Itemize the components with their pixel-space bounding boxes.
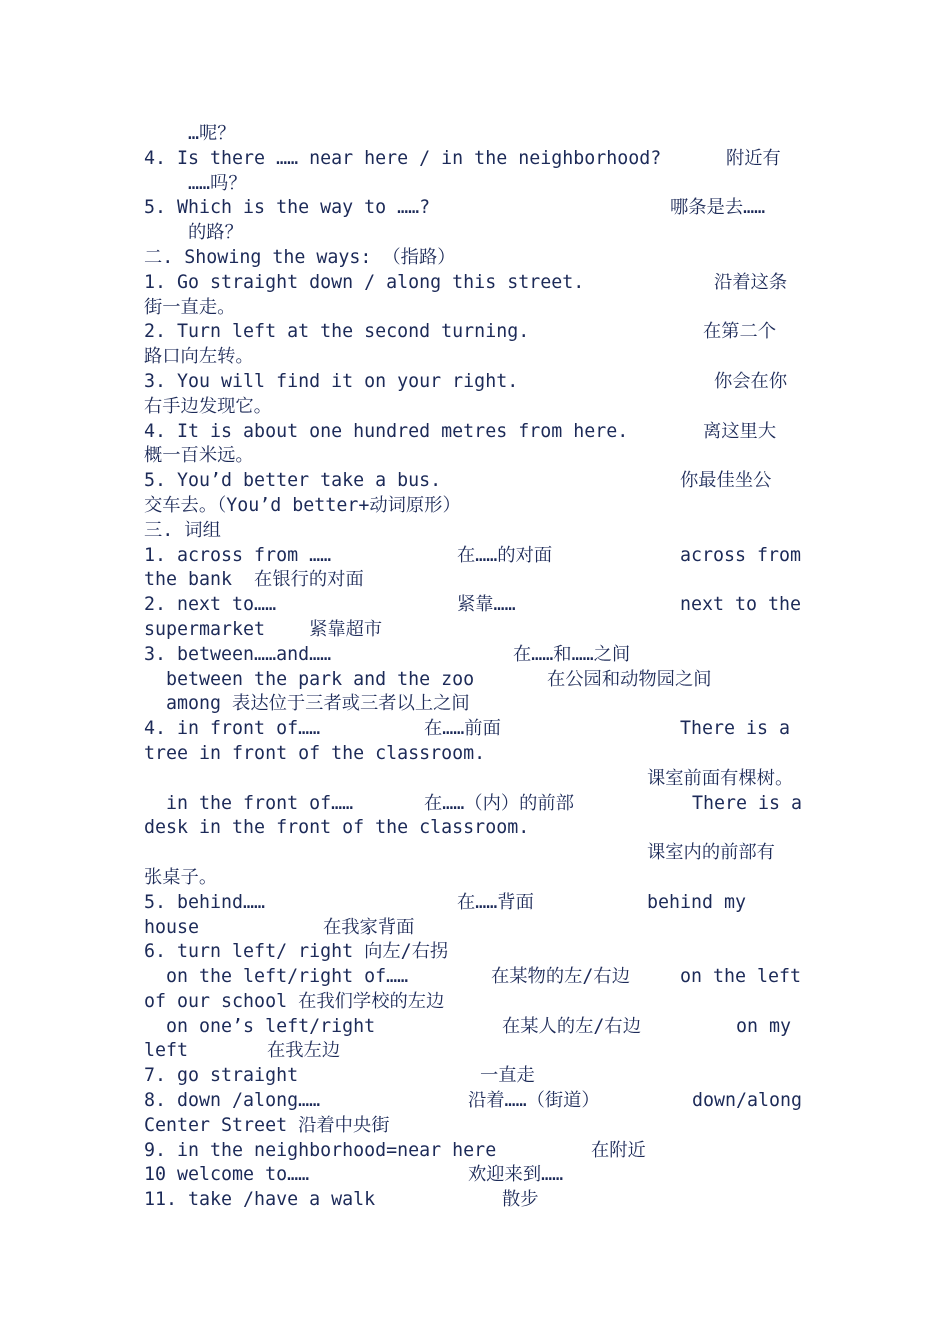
text-segment: on the left	[680, 966, 802, 988]
text-segment: 5. You’d better take a bus.	[144, 470, 442, 492]
text-segment: 附近有	[726, 147, 781, 169]
text-segment: 欢迎来到……	[468, 1164, 564, 1186]
text-segment: 在我家背面	[323, 916, 415, 938]
text-segment: 1. across from ……	[144, 544, 332, 566]
text-segment: down/along	[692, 1090, 803, 1112]
text-segment: 沿着……（街道）	[468, 1090, 600, 1112]
text-segment: 张桌子。	[144, 866, 218, 888]
text-segment: There is a	[680, 718, 791, 740]
text-segment: 2. next to……	[144, 594, 277, 616]
text-segment: 离这里大	[703, 420, 777, 442]
text-line	[144, 816, 816, 841]
text-line	[144, 668, 816, 693]
text-line	[144, 891, 816, 916]
text-segment: on my	[736, 1015, 792, 1037]
text-line	[144, 643, 816, 668]
text-segment: 在附近	[591, 1139, 646, 1161]
text-line	[144, 742, 816, 767]
text-segment: house	[144, 916, 200, 938]
text-segment: 2. Turn left at the second turning.	[144, 321, 530, 343]
text-segment: in the front of……	[144, 792, 354, 814]
text-line	[144, 717, 816, 742]
text-segment: 6. turn left/ right 向左/右拐	[144, 941, 449, 963]
text-line	[144, 1015, 816, 1040]
document-body	[144, 122, 816, 1213]
text-segment: 哪条是去……	[670, 197, 766, 219]
text-segment: behind my	[647, 891, 747, 913]
text-line	[144, 692, 816, 717]
text-segment: 4. Is there …… near here / in the neighborhood?	[144, 147, 662, 169]
text-line	[144, 916, 816, 941]
text-line	[144, 172, 816, 197]
text-line	[144, 1163, 816, 1188]
text-segment: between the park and the zoo	[144, 668, 475, 690]
text-segment: among 表达位于三者或三者以上之间	[144, 693, 470, 715]
text-line	[144, 593, 816, 618]
text-segment: 在第二个	[703, 321, 777, 343]
text-segment: 二. Showing the ways: （指路）	[144, 246, 456, 268]
text-segment: 10 welcome to……	[144, 1164, 310, 1186]
text-segment: 11. take /have a walk	[144, 1189, 376, 1211]
text-segment: 课室前面有棵树。	[647, 767, 794, 789]
text-segment: 在公园和动物园之间	[547, 668, 712, 690]
text-segment: 3. between……and……	[144, 643, 332, 665]
text-segment: on the left/right of……	[144, 966, 409, 988]
text-line	[144, 990, 816, 1015]
text-line	[144, 196, 816, 221]
text-segment: 在……的对面	[457, 544, 553, 566]
text-segment: 7. go straight	[144, 1065, 299, 1087]
text-line	[144, 395, 816, 420]
text-segment: There is a	[692, 792, 803, 814]
text-segment: 路口向左转。	[144, 346, 254, 368]
text-line	[144, 841, 816, 866]
text-segment: 你会在你	[714, 370, 788, 392]
text-line	[144, 792, 816, 817]
text-line	[144, 965, 816, 990]
text-segment: 散步	[502, 1189, 539, 1211]
text-line	[144, 568, 816, 593]
text-line	[144, 767, 816, 792]
text-line	[144, 1039, 816, 1064]
text-line	[144, 1114, 816, 1139]
text-segment: 5. Which is the way to ……?	[144, 197, 431, 219]
text-segment: 右手边发现它。	[144, 395, 272, 417]
text-segment: 三. 词组	[144, 519, 221, 541]
text-segment: ……吗？	[144, 172, 247, 194]
text-line	[144, 246, 816, 271]
text-segment: tree in front of the classroom.	[144, 742, 486, 764]
text-segment: 1. Go straight down / along this street.	[144, 271, 585, 293]
text-segment: 3. You will find it on your right.	[144, 370, 519, 392]
text-line	[144, 444, 816, 469]
text-segment: of our school 在我们学校的左边	[144, 990, 445, 1012]
text-segment: 9. in the neighborhood=near here	[144, 1139, 497, 1161]
text-segment: 你最佳坐公	[680, 470, 772, 492]
text-segment: across from	[680, 544, 802, 566]
text-segment: on one’s left/right	[144, 1015, 376, 1037]
text-segment: desk in the front of the classroom.	[144, 817, 530, 839]
text-segment: 在某物的左/右边	[491, 966, 630, 988]
text-segment: the bank 在银行的对面	[144, 569, 364, 591]
text-line	[144, 618, 816, 643]
text-line	[144, 122, 816, 147]
text-line	[144, 296, 816, 321]
text-segment: 街一直走。	[144, 296, 236, 318]
text-line	[144, 1188, 816, 1213]
text-line	[144, 420, 816, 445]
text-segment: 的路？	[144, 222, 243, 244]
text-segment: …呢？	[144, 123, 236, 144]
text-line	[144, 940, 816, 965]
text-line	[144, 469, 816, 494]
text-segment: left	[144, 1040, 189, 1062]
text-line	[144, 320, 816, 345]
text-segment: 紧靠……	[457, 594, 516, 616]
text-segment: 一直走	[480, 1065, 535, 1087]
text-line	[144, 494, 816, 519]
text-segment: 在……和……之间	[513, 643, 631, 665]
text-line	[144, 519, 816, 544]
text-segment: 8. down /along……	[144, 1090, 321, 1112]
text-segment: 交车去。（You’d better+动词原形）	[144, 494, 461, 516]
text-segment: 概一百米远。	[144, 445, 254, 467]
text-line	[144, 147, 816, 172]
text-line	[144, 866, 816, 891]
text-segment: 在……（内）的前部	[424, 792, 574, 814]
text-line	[144, 544, 816, 569]
text-segment: 在我左边	[267, 1040, 341, 1062]
text-segment: supermarket 紧靠超市	[144, 618, 383, 640]
text-segment: next to the	[680, 594, 802, 616]
text-segment: 4. It is about one hundred metres from here.	[144, 420, 629, 442]
text-line	[144, 345, 816, 370]
text-segment: 在……背面	[457, 891, 534, 913]
text-segment: Center Street 沿着中央街	[144, 1114, 390, 1136]
text-line	[144, 370, 816, 395]
text-line	[144, 1089, 816, 1114]
text-segment: 4. in front of……	[144, 718, 321, 740]
text-line	[144, 1139, 816, 1164]
text-segment: 5. behind……	[144, 891, 266, 913]
text-line	[144, 221, 816, 246]
text-line	[144, 271, 816, 296]
text-line	[144, 1064, 816, 1089]
text-segment: 课室内的前部有	[647, 842, 775, 864]
text-segment: 在……前面	[424, 718, 501, 740]
text-segment: 沿着这条	[714, 271, 788, 293]
text-segment: 在某人的左/右边	[502, 1015, 641, 1037]
